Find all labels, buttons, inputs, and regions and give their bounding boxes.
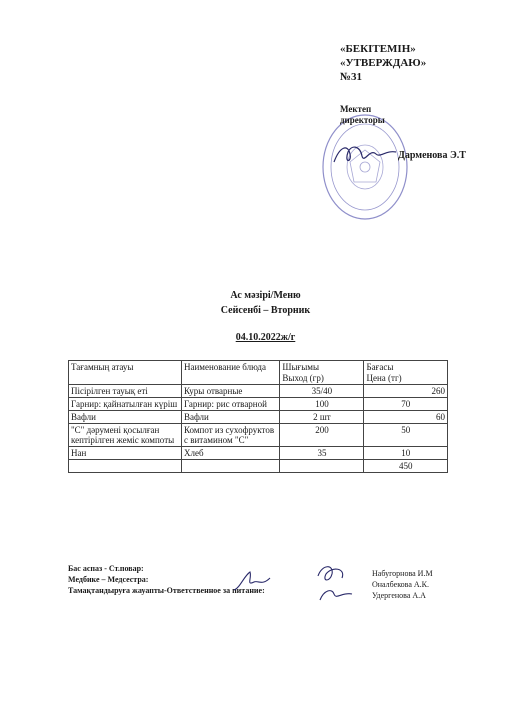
responsible-label: Тамақтандыруға жауапты-Ответственное за питание: <box>68 586 265 595</box>
dish-name-ru: Хлеб <box>181 447 279 460</box>
total-row <box>69 460 448 473</box>
table-row <box>69 424 448 447</box>
dish-price: 70 <box>364 398 448 411</box>
dish-output: 35 <box>280 447 364 460</box>
dish-name-kz: Нан <box>69 447 182 460</box>
responsible-signature-icon <box>312 562 356 606</box>
nurse-label: Медбике – Медсестра: <box>68 575 149 584</box>
dish-price: 60 <box>364 411 448 424</box>
dish-name-kz: Пісірілген тауық еті <box>69 385 182 398</box>
dish-output: 100 <box>280 398 364 411</box>
dish-price: 10 <box>364 447 448 460</box>
total-empty-2 <box>181 460 279 473</box>
total-empty-3 <box>280 460 364 473</box>
header-output-ru: Выход (гр) <box>282 373 324 383</box>
header-name-kz: Тағамның атауы <box>69 361 182 385</box>
director-line-2: директоры <box>340 115 385 125</box>
menu-date-text: 04.10.2022ж/г <box>235 332 296 343</box>
dish-name-ru: Гарнир: рис отварной <box>181 398 279 411</box>
director-name: Дарменова Э.Т <box>398 150 466 161</box>
approval-kz: «БЕКІТЕМІН» <box>340 43 416 55</box>
dish-price: 50 <box>364 424 448 447</box>
header-price-ru: Цена (тг) <box>366 373 402 383</box>
dish-name-ru: Вафли <box>181 411 279 424</box>
dish-name-ru: Куры отварные <box>181 385 279 398</box>
dish-name-ru: Компот из сухофруктов с витамином "С" <box>181 424 279 447</box>
header-name-ru: Наименование блюда <box>181 361 279 385</box>
school-number: №31 <box>340 71 363 83</box>
dish-name-kz: Гарнир: қайнатылған күріш <box>69 398 182 411</box>
approval-block <box>340 42 426 84</box>
header-price <box>364 361 448 385</box>
dish-name-kz: Вафли <box>69 411 182 424</box>
dish-price: 260 <box>364 385 448 398</box>
cook-label: Бас аспаз - Ст.повар: <box>68 564 144 573</box>
director-title <box>340 104 385 126</box>
approval-ru: «УТВЕРЖДАЮ» <box>340 57 427 69</box>
table-row <box>69 385 448 398</box>
nurse-name: Оналбекова А.К. <box>372 580 430 589</box>
responsible-name: Удергенова А.А <box>372 591 426 600</box>
menu-table <box>68 360 448 473</box>
menu-title: Ас мәзірі/Меню <box>230 290 301 301</box>
signatory-names <box>372 568 433 601</box>
dish-output: 2 шт <box>280 411 364 424</box>
director-signature-icon <box>330 140 400 170</box>
header-output <box>280 361 364 385</box>
cook-name: Набугорнова И.М <box>372 569 433 578</box>
dish-output: 35/40 <box>280 385 364 398</box>
total-price: 450 <box>364 460 448 473</box>
table-header-row <box>69 361 448 385</box>
menu-date <box>0 332 531 343</box>
header-price-kz: Бағасы <box>366 362 394 372</box>
table-row <box>69 447 448 460</box>
nurse-signature-icon <box>232 568 272 594</box>
table-row <box>69 398 448 411</box>
header-output-kz: Шығымы <box>282 362 319 372</box>
director-line-1: Мектеп <box>340 104 372 114</box>
dish-name-kz: "С" дәрумені қосылған кептірілген жеміс компоты <box>69 424 182 447</box>
table-row <box>69 411 448 424</box>
total-empty-1 <box>69 460 182 473</box>
menu-day: Сейсенбі – Вторник <box>220 305 311 316</box>
dish-output: 200 <box>280 424 364 447</box>
